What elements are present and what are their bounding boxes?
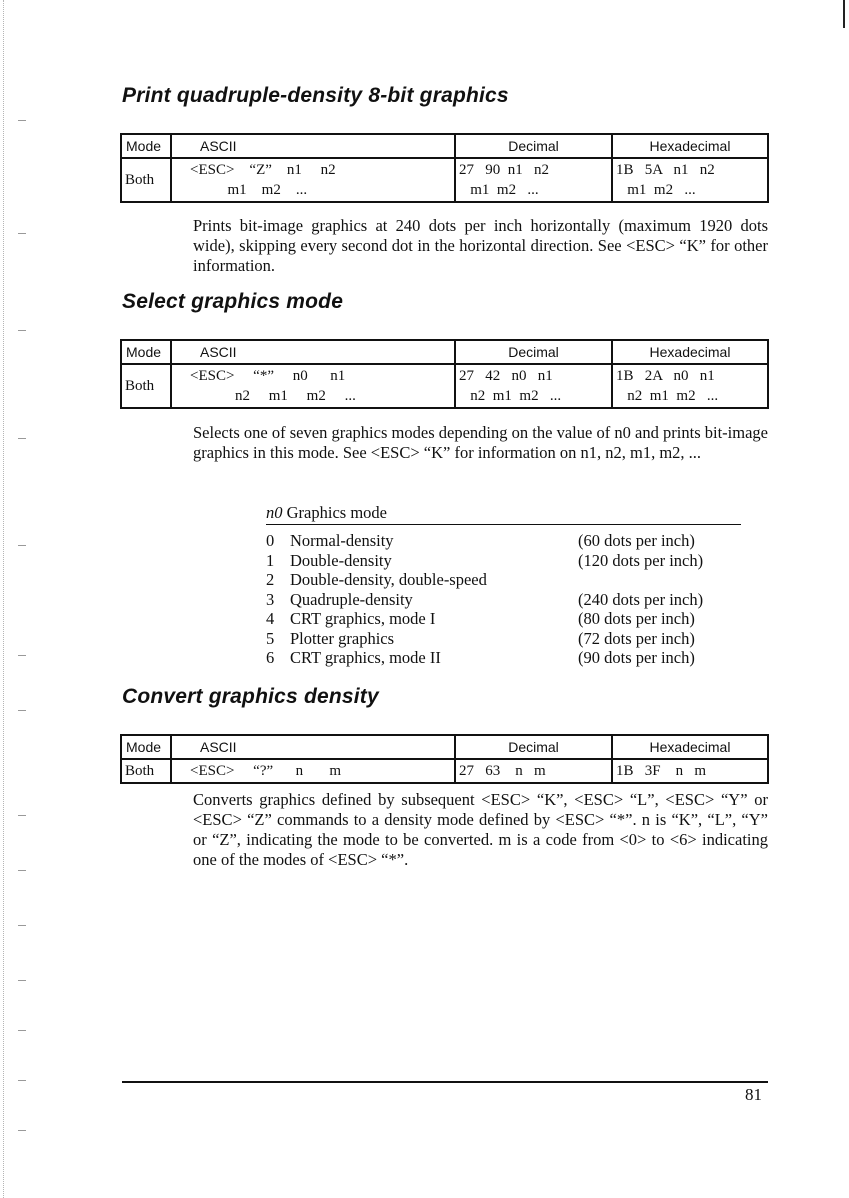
section-title-select-mode: Select graphics mode (122, 290, 344, 313)
margin-tick (18, 815, 26, 816)
ascii-line: <ESC> “*” n0 n1 (190, 368, 346, 384)
margin-tick (18, 120, 26, 121)
header-mode: Mode (121, 340, 171, 364)
mode-number: 6 (266, 648, 275, 667)
mode-name: Normal-density (290, 531, 394, 550)
decimal-cell (455, 158, 612, 202)
decimal-line: 27 42 n0 n1 (459, 368, 553, 384)
mode-name: CRT graphics, mode I (290, 609, 436, 628)
decimal-line: 27 90 n1 n2 (459, 162, 549, 178)
scan-edge (3, 0, 6, 1198)
margin-tick (18, 1030, 26, 1031)
command-table-quadruple (120, 133, 769, 203)
ascii-cell (171, 364, 455, 408)
header-ascii: ASCII (171, 735, 455, 759)
hex-line: n2 m1 m2 ... (616, 388, 719, 404)
mode-dpi: (90 dots per inch) (578, 648, 695, 667)
hex-cell (612, 364, 768, 408)
mode-row (266, 609, 746, 629)
margin-tick (18, 438, 26, 439)
hex-cell (612, 158, 768, 202)
modes-header (266, 503, 741, 525)
margin-tick (18, 1080, 26, 1081)
margin-tick (18, 870, 26, 871)
hex-line: m1 m2 ... (616, 182, 696, 198)
mode-name: Plotter graphics (290, 628, 395, 648)
mode-row (266, 570, 746, 590)
mode-row (266, 648, 746, 668)
hex-line: 1B 3F n m (616, 763, 707, 779)
header-decimal: Decimal (455, 134, 612, 158)
hex-cell (612, 759, 768, 783)
hex-line: 1B 2A n0 n1 (616, 368, 715, 384)
header-mode: Mode (121, 134, 171, 158)
decimal-line: m1 m2 ... (459, 182, 539, 198)
mode-name: Quadruple-density (290, 589, 413, 609)
description-convert: Converts graphics defined by subsequent <ESC> “K”, <ESC> “L”, <ESC> “Y” or <ESC> “Z” commands to a density mode defined by <ESC> “*”. n is “K”, “L”, “Y” or “Z”, indicating the mode to be converted. m is a code from <0> to <6> indicating one of the modes of <ESC> “*”. (193, 790, 768, 869)
n0-label: n0 (266, 503, 283, 522)
decimal-line: 27 63 n m (459, 763, 546, 779)
mode-dpi: (240 dots per inch) (578, 589, 704, 609)
mode-row (266, 551, 746, 571)
mode-name: CRT graphics, mode II (290, 648, 441, 667)
ascii-line: <ESC> “?” n m (190, 763, 342, 779)
section-title-quadruple: Print quadruple-density 8-bit graphics (122, 84, 509, 107)
page-number: 81 (745, 1085, 762, 1104)
mode-number: 3 (266, 589, 275, 609)
header-decimal: Decimal (455, 340, 612, 364)
mode-number: 4 (266, 609, 275, 628)
description-select-mode: Selects one of seven graphics modes depending on the value of n0 and prints bit-image graphics in this mode. See <ESC> “K” for information on n1, n2, m1, m2, ... (193, 423, 768, 462)
mode-value: Both (121, 364, 171, 408)
mode-number: 1 (266, 550, 275, 570)
margin-tick (18, 1130, 26, 1131)
description-quadruple: Prints bit-image graphics at 240 dots per inch horizontally (maximum 1920 dots wide), skipping every second dot in the horizontal direction. See <ESC> “K” for other information. (193, 216, 768, 275)
mode-value: Both (121, 158, 171, 202)
decimal-line: n2 m1 m2 ... (459, 388, 562, 404)
ascii-line: n2 m1 m2 ... (190, 388, 356, 404)
header-decimal: Decimal (455, 735, 612, 759)
decimal-cell (455, 759, 612, 783)
mode-dpi: (80 dots per inch) (578, 609, 695, 628)
mode-dpi: (120 dots per inch) (578, 550, 704, 570)
decimal-cell (455, 364, 612, 408)
command-table-convert (120, 734, 769, 784)
ascii-line: <ESC> “Z” n1 n2 (190, 162, 336, 178)
ascii-cell (171, 759, 455, 783)
margin-tick (18, 655, 26, 656)
header-mode: Mode (121, 735, 171, 759)
hex-line: 1B 5A n1 n2 (616, 162, 715, 178)
graphics-mode-label: Graphics mode (286, 503, 387, 522)
header-ascii: ASCII (171, 340, 455, 364)
mode-name: Double-density (290, 550, 392, 570)
scan-mark (843, 0, 845, 28)
margin-tick (18, 925, 26, 926)
margin-tick (18, 980, 26, 981)
ascii-line: m1 m2 ... (190, 182, 308, 198)
mode-number: 5 (266, 628, 275, 648)
mode-row (266, 629, 746, 649)
ascii-cell (171, 158, 455, 202)
mode-name: Double-density, double-speed (290, 570, 487, 589)
margin-tick (18, 330, 26, 331)
mode-value: Both (121, 759, 171, 783)
header-hex: Hexadecimal (612, 340, 768, 364)
modes-list (266, 531, 746, 668)
header-hex: Hexadecimal (612, 735, 768, 759)
command-table-select-mode (120, 339, 769, 409)
mode-row (266, 590, 746, 610)
margin-tick (18, 233, 26, 234)
margin-tick (18, 710, 26, 711)
mode-dpi: (60 dots per inch) (578, 531, 695, 550)
footer-rule (122, 1081, 768, 1083)
mode-dpi: (72 dots per inch) (578, 628, 695, 648)
section-title-convert: Convert graphics density (122, 685, 379, 708)
header-ascii: ASCII (171, 134, 455, 158)
mode-number: 2 (266, 570, 275, 589)
header-hex: Hexadecimal (612, 134, 768, 158)
mode-row (266, 531, 746, 551)
mode-number: 0 (266, 531, 275, 550)
margin-tick (18, 545, 26, 546)
